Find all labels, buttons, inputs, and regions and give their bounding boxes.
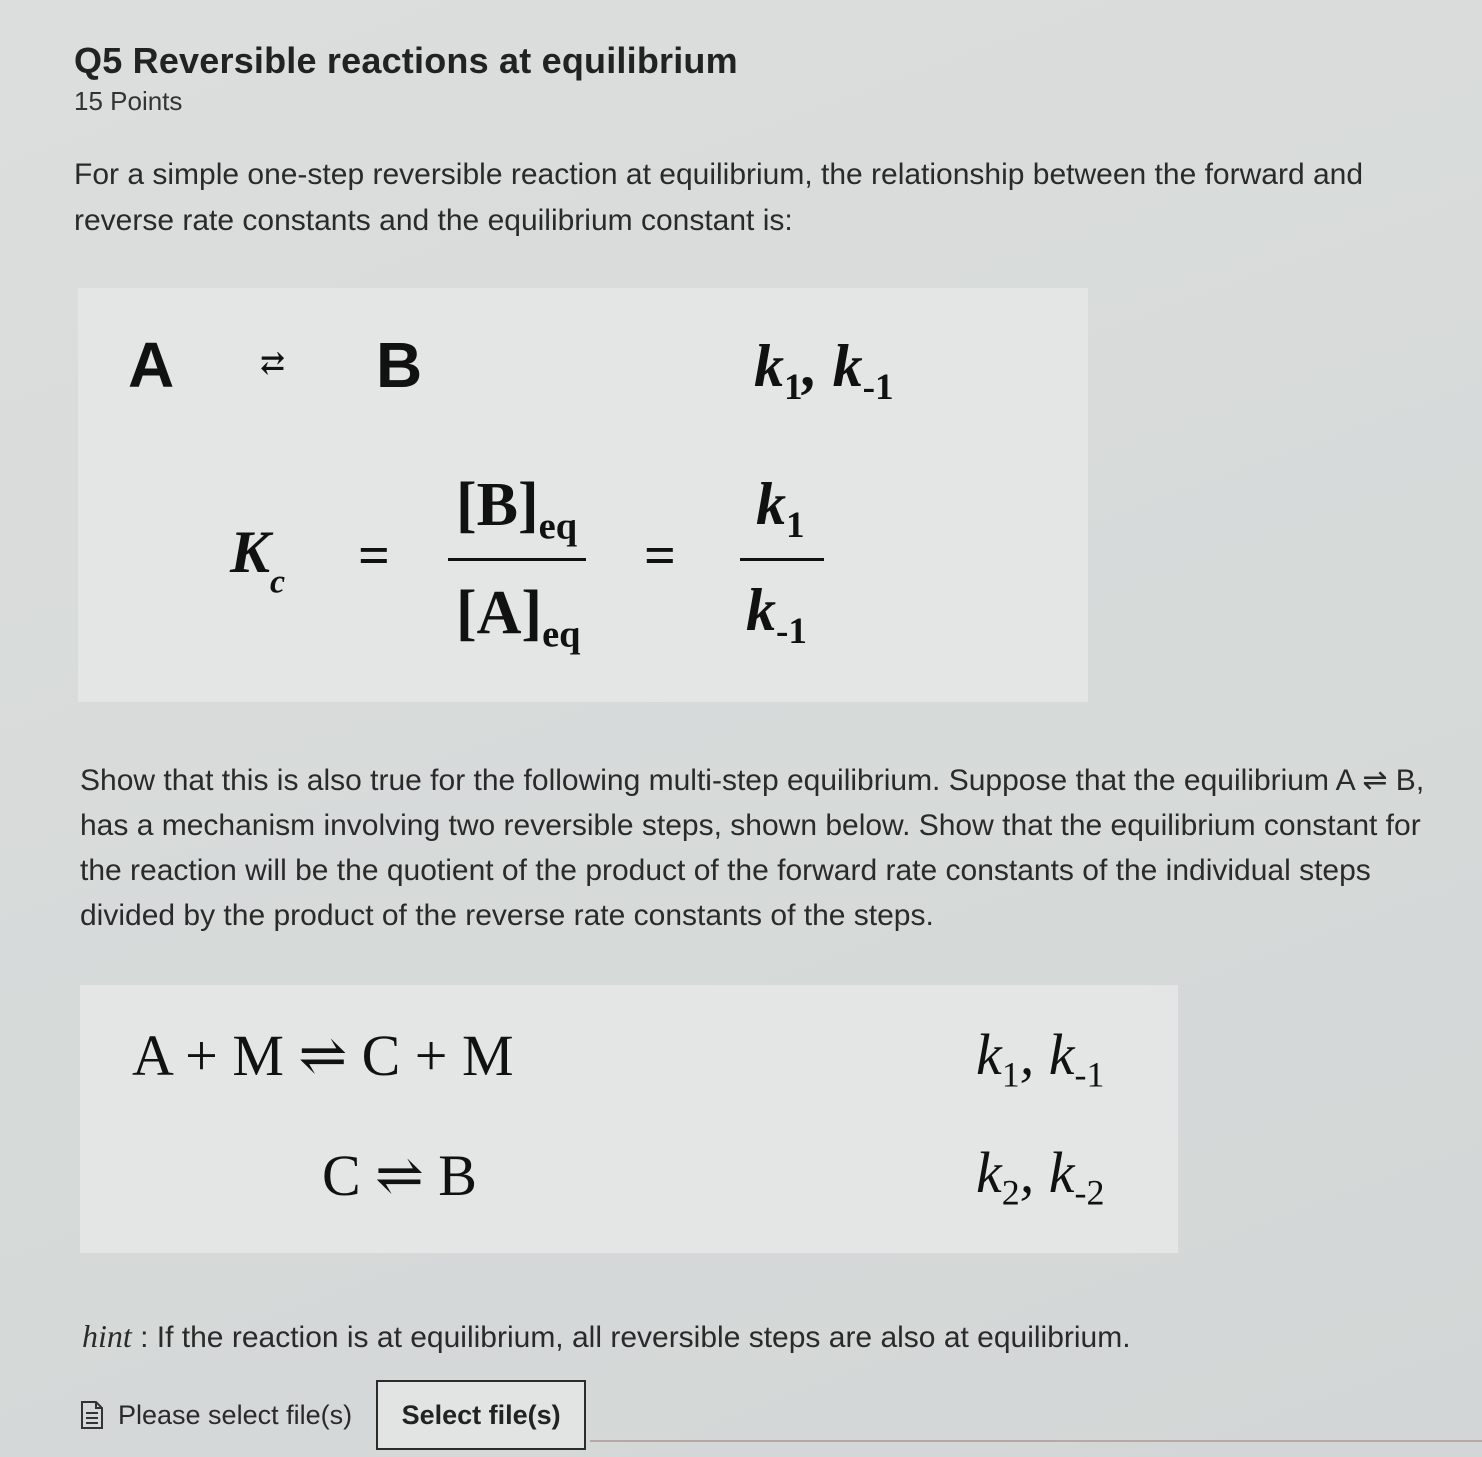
fraction-k1 — [756, 470, 805, 547]
question-body: Show that this is also true for the following multi-step equilibrium. Suppose that the equilibrium A ⇌ B, has a mechanism involving two reversible steps, shown below. Show that the equilibrium constant for the reaction will be the quotient of the product of the forward rate constants of the individual steps divided by the product of the reverse rate constants of the steps. — [80, 764, 1425, 932]
frac-k-forward: k — [756, 471, 786, 537]
select-files-button[interactable]: Select file(s) — [376, 1380, 586, 1450]
denominator-a: [A] — [456, 579, 543, 647]
denominator-eq-sub: eq — [542, 613, 581, 656]
numerator-eq-sub: eq — [538, 505, 578, 548]
step2-k-reverse: k — [1048, 1140, 1075, 1205]
file-upload-placeholder: Please select file(s) — [118, 1399, 353, 1430]
denominator-a-eq — [456, 578, 581, 656]
question-points: 15 Points — [74, 86, 183, 116]
fraction-bar-rate-constants — [740, 558, 824, 561]
step2-k-forward: k — [976, 1140, 1002, 1205]
mechanism-step-2-rates — [976, 1139, 1104, 1214]
step2-comma: , — [1019, 1140, 1035, 1205]
kc-sub: c — [270, 563, 286, 601]
frac-k-reverse: k — [746, 577, 776, 643]
product-b: B — [376, 329, 423, 401]
kc-k: K — [230, 519, 271, 585]
rate-k-forward: k — [754, 333, 784, 399]
file-upload-row — [80, 1380, 586, 1450]
rate-comma: , — [802, 333, 818, 399]
hint-body: : If the reaction is at equilibrium, all reversible steps are also at equilibrium. — [131, 1321, 1131, 1354]
step2-sub-reverse: -2 — [1074, 1172, 1105, 1213]
mechanism-step-1: A + M ⇌ C + M — [132, 1023, 514, 1088]
step1-sub-forward: 1 — [1001, 1054, 1020, 1095]
rate-k-reverse: k — [832, 333, 863, 399]
step1-comma: , — [1019, 1022, 1035, 1087]
equation-panel-mechanism — [80, 985, 1178, 1253]
fraction-bar-concentrations — [448, 558, 586, 561]
frac-sub-reverse: -1 — [776, 611, 807, 653]
fraction-k-minus1 — [746, 576, 807, 653]
rate-sub-forward: 1 — [784, 367, 803, 409]
mechanism-step-2: C ⇌ B — [322, 1143, 477, 1208]
question-intro: For a simple one-step reversible reaction at equilibrium, the relationship between the forward and reverse rate constants and the equilibrium constant is: — [74, 158, 1364, 237]
hint-label: hint — [82, 1318, 132, 1354]
mechanism-step-1-rates — [976, 1021, 1104, 1096]
numerator-b-eq — [456, 470, 577, 548]
equals-sign-2: = — [644, 525, 676, 587]
hint-text — [82, 1318, 1382, 1355]
question-title: Q5 Reversible reactions at equilibrium — [74, 40, 738, 81]
step1-k-forward: k — [976, 1022, 1002, 1087]
step1-k-reverse: k — [1048, 1022, 1075, 1087]
document-icon — [80, 1401, 104, 1429]
reversible-arrow-icon: ⇄ — [260, 347, 286, 380]
step1-sub-reverse: -1 — [1074, 1054, 1105, 1095]
bottom-divider — [590, 1440, 1482, 1442]
step2-sub-forward: 2 — [1001, 1172, 1020, 1213]
numerator-b: [B] — [456, 471, 539, 539]
equation-panel-single-step — [78, 288, 1088, 702]
frac-sub-forward: 1 — [786, 505, 805, 547]
rate-constants-single-step — [754, 332, 894, 409]
rate-sub-reverse: -1 — [862, 367, 894, 409]
equals-sign-1: = — [358, 525, 390, 587]
kc-symbol — [230, 518, 285, 601]
reactant-a: A — [128, 329, 175, 401]
